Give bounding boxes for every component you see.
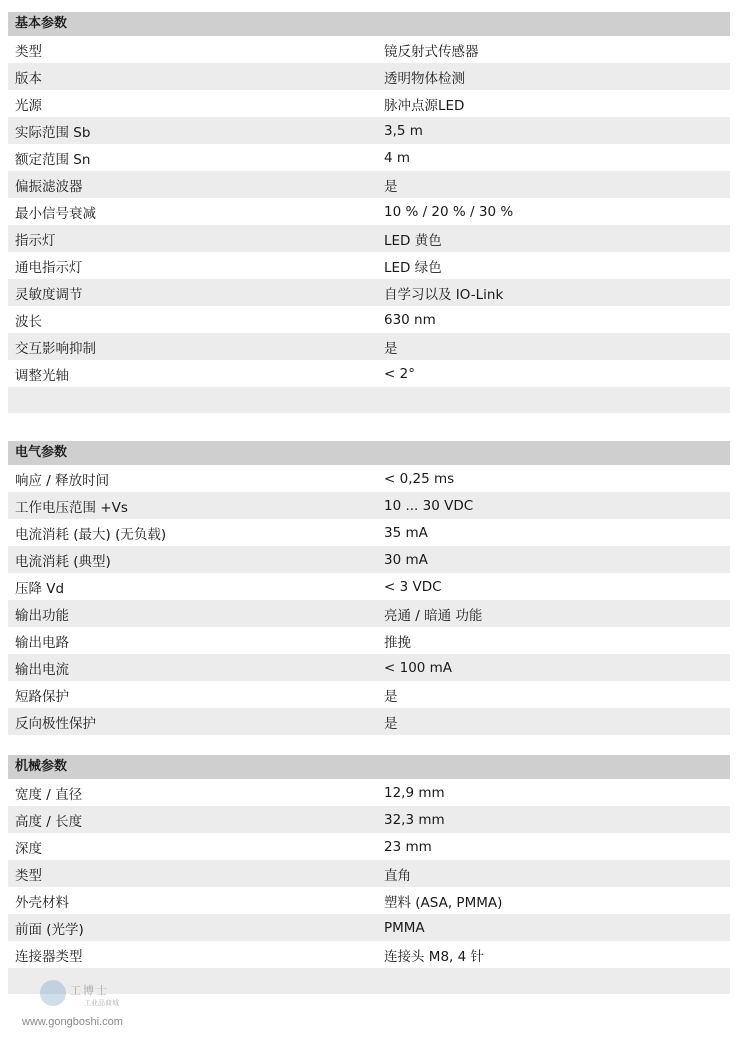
param-name: 电流消耗 (典型) bbox=[15, 553, 111, 570]
param-value: 连接头 M8, 4 针 bbox=[384, 948, 484, 965]
table-row bbox=[8, 252, 730, 279]
param-name: 指示灯 bbox=[15, 232, 56, 249]
table-row bbox=[8, 627, 730, 654]
param-name: 类型 bbox=[15, 43, 42, 60]
param-name: 输出功能 bbox=[15, 607, 69, 624]
table-row bbox=[8, 708, 730, 735]
param-name: 类型 bbox=[15, 867, 42, 884]
table-row bbox=[8, 465, 730, 492]
param-value: < 100 mA bbox=[384, 659, 453, 676]
param-name: 最小信号衰减 bbox=[15, 205, 96, 222]
site-watermark bbox=[14, 980, 174, 1032]
param-name: 实际范围 Sb bbox=[15, 124, 91, 141]
param-name: 外壳材料 bbox=[15, 894, 69, 911]
table-row bbox=[8, 779, 730, 806]
param-value: < 0,25 ms bbox=[384, 470, 455, 487]
table-row bbox=[8, 360, 730, 387]
table-row bbox=[8, 198, 730, 225]
param-value: 亮通 / 暗通 功能 bbox=[384, 607, 483, 624]
param-value: 自学习以及 IO-Link bbox=[384, 286, 504, 303]
param-name: 工作电压范围 +Vs bbox=[15, 499, 128, 516]
blank-row bbox=[8, 387, 730, 413]
param-name: 输出电路 bbox=[15, 634, 69, 651]
param-value: 12,9 mm bbox=[384, 784, 445, 801]
table-row bbox=[8, 654, 730, 681]
param-name: 深度 bbox=[15, 840, 42, 857]
table-row bbox=[8, 90, 730, 117]
param-value: 镜反射式传感器 bbox=[384, 43, 479, 60]
param-value: 10 % / 20 % / 30 % bbox=[384, 203, 514, 220]
section-spacer bbox=[8, 735, 730, 755]
param-value: 630 nm bbox=[384, 311, 436, 328]
table-row bbox=[8, 914, 730, 941]
param-value: LED 绿色 bbox=[384, 259, 442, 276]
table-row bbox=[8, 144, 730, 171]
param-name: 版本 bbox=[15, 70, 42, 87]
table-row bbox=[8, 546, 730, 573]
table-row bbox=[8, 117, 730, 144]
param-value: < 3 VDC bbox=[384, 578, 442, 595]
section-mechanical-params bbox=[8, 755, 730, 994]
table-row bbox=[8, 833, 730, 860]
table-row bbox=[8, 887, 730, 914]
watermark-tagline: 工业品商城 bbox=[84, 999, 119, 1007]
section-electrical-params bbox=[8, 441, 730, 735]
section-title: 基本参数 bbox=[8, 12, 730, 36]
param-name: 偏振滤波器 bbox=[15, 178, 83, 195]
param-name: 连接器类型 bbox=[15, 948, 83, 965]
param-value: 32,3 mm bbox=[384, 811, 445, 828]
param-name: 调整光轴 bbox=[15, 367, 69, 384]
param-name: 反向极性保护 bbox=[15, 715, 96, 732]
table-row bbox=[8, 171, 730, 198]
param-value: 推挽 bbox=[384, 634, 411, 651]
param-name: 宽度 / 直径 bbox=[15, 786, 83, 803]
param-value: 23 mm bbox=[384, 838, 432, 855]
spec-sheet bbox=[8, 12, 730, 994]
param-value: 4 m bbox=[384, 149, 411, 166]
param-name: 额定范围 Sn bbox=[15, 151, 91, 168]
param-name: 灵敏度调节 bbox=[15, 286, 83, 303]
param-name: 前面 (光学) bbox=[15, 921, 84, 938]
param-value: 脉冲点源LED bbox=[384, 97, 465, 114]
param-name: 高度 / 长度 bbox=[15, 813, 83, 830]
param-value: < 2° bbox=[384, 365, 415, 382]
table-row bbox=[8, 63, 730, 90]
section-spacer bbox=[8, 413, 730, 441]
param-value: 3,5 m bbox=[384, 122, 423, 139]
param-name: 通电指示灯 bbox=[15, 259, 83, 276]
table-row bbox=[8, 600, 730, 627]
param-value: 10 ... 30 VDC bbox=[384, 497, 474, 514]
param-name: 短路保护 bbox=[15, 688, 69, 705]
param-value: 是 bbox=[384, 178, 398, 195]
param-value: PMMA bbox=[384, 919, 425, 936]
table-row bbox=[8, 306, 730, 333]
table-row bbox=[8, 681, 730, 708]
param-name: 电流消耗 (最大) (无负载) bbox=[15, 526, 167, 543]
param-name: 交互影响抑制 bbox=[15, 340, 96, 357]
param-value: 透明物体检测 bbox=[384, 70, 465, 87]
table-row bbox=[8, 573, 730, 600]
param-value: 塑料 (ASA, PMMA) bbox=[384, 894, 503, 911]
param-value: 是 bbox=[384, 688, 398, 705]
table-row bbox=[8, 941, 730, 968]
param-name: 输出电流 bbox=[15, 661, 69, 678]
watermark-logo-icon bbox=[40, 980, 66, 1006]
table-row bbox=[8, 492, 730, 519]
param-name: 光源 bbox=[15, 97, 42, 114]
table-row bbox=[8, 36, 730, 63]
watermark-brand: 工博士 bbox=[70, 984, 109, 997]
param-value: LED 黄色 bbox=[384, 232, 442, 249]
section-basic-params bbox=[8, 12, 730, 413]
param-name: 响应 / 释放时间 bbox=[15, 472, 110, 489]
param-value: 直角 bbox=[384, 867, 411, 884]
param-value: 是 bbox=[384, 340, 398, 357]
table-row bbox=[8, 333, 730, 360]
section-title: 电气参数 bbox=[8, 441, 730, 465]
watermark-url: www.gongboshi.com bbox=[22, 1016, 123, 1028]
table-row bbox=[8, 225, 730, 252]
param-value: 30 mA bbox=[384, 551, 428, 568]
table-row bbox=[8, 279, 730, 306]
param-value: 35 mA bbox=[384, 524, 428, 541]
table-row bbox=[8, 860, 730, 887]
param-name: 波长 bbox=[15, 313, 42, 330]
table-row bbox=[8, 519, 730, 546]
param-name: 压降 Vd bbox=[15, 580, 65, 597]
section-title: 机械参数 bbox=[8, 755, 730, 779]
param-value: 是 bbox=[384, 715, 398, 732]
table-row bbox=[8, 806, 730, 833]
